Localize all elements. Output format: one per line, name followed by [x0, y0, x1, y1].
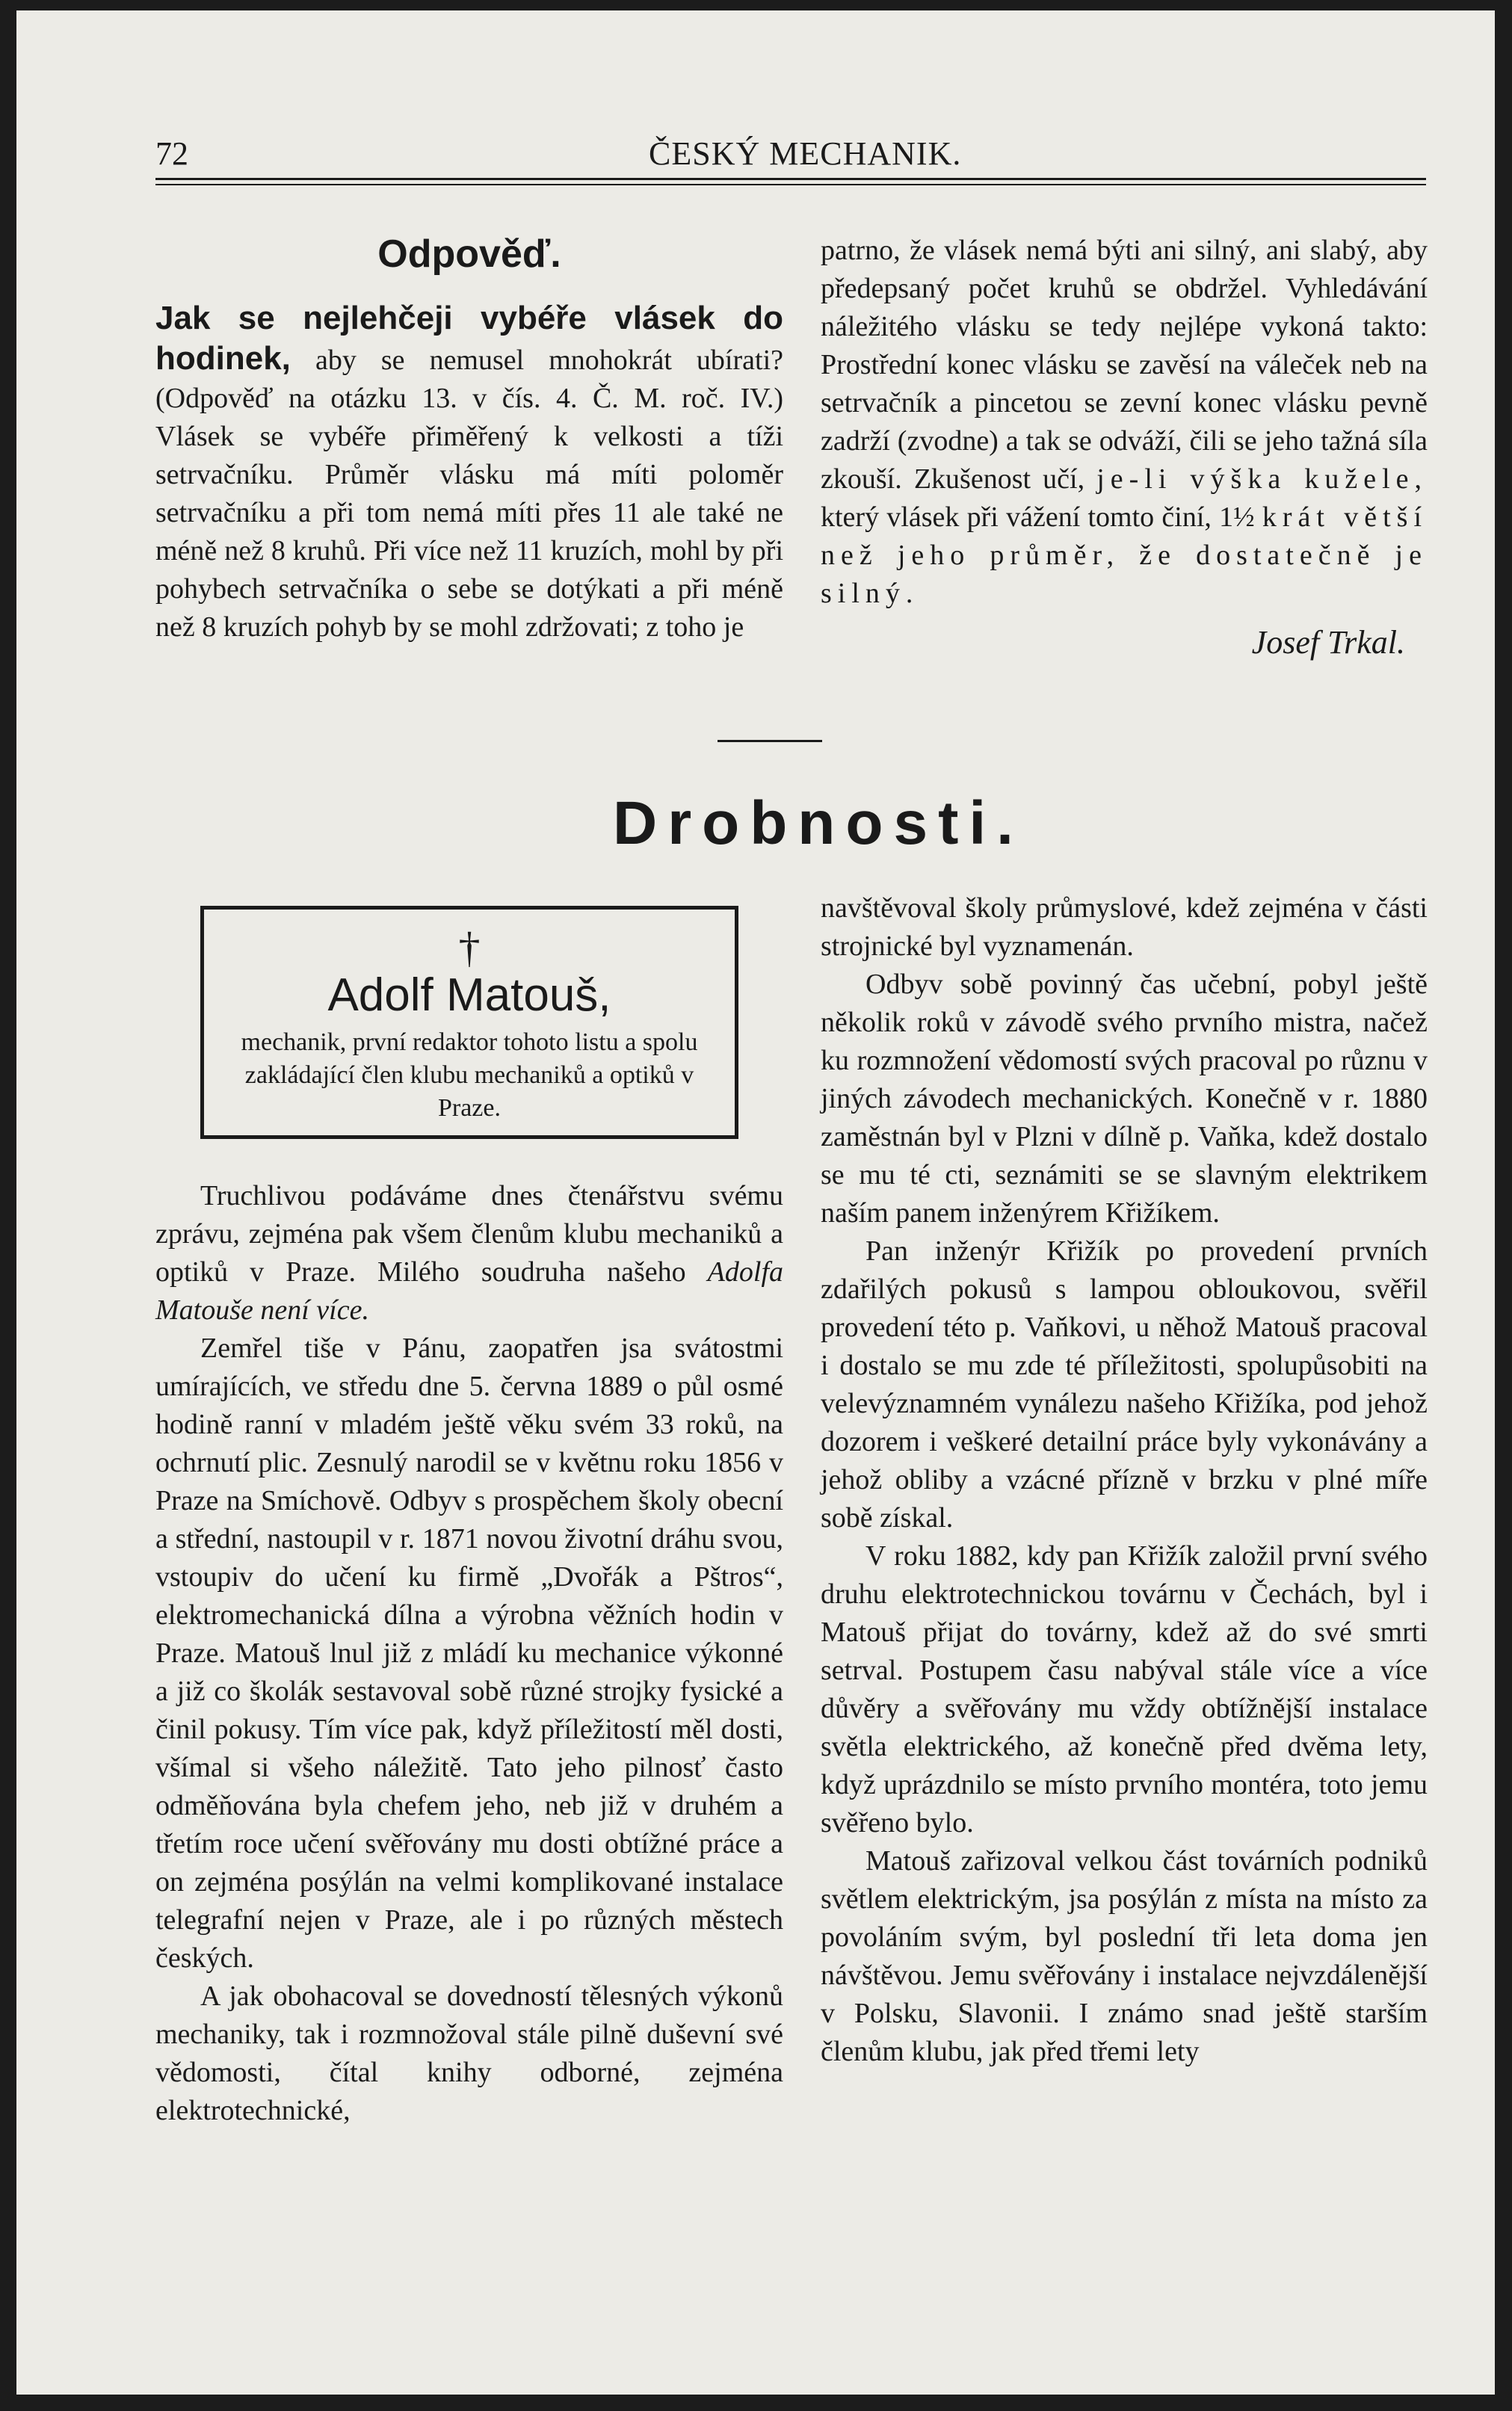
header-rule-thin	[155, 184, 1426, 185]
answer-text: aby se nemusel mnohokrát ubírati? (Odpověď na otázku 13. v čís. 4. Č. M. roč. IV.) Vlásek se vybéře přiměřený k velkosti a tíži setrvačníku. Průměr vlásku má míti poloměr setrvačníku a při tom nemá míti přes 11 ale také ne méně než 8 kruhů. Při více než 11 kruzích, mohl by při pohybech setrvačníka o sebe se dotýkati a při méně než 8 kruzích pohyb by se mohl zdržovati; z toho je	[155, 345, 783, 643]
answer-emphasis-2: krát větší než jeho průměr, že dostatečně je silný.	[821, 501, 1428, 609]
cross-icon: †	[458, 923, 481, 972]
running-title: ČESKÝ MECHANIK.	[649, 135, 962, 172]
answer-continuation	[821, 232, 1428, 613]
section-title: Drobnosti.	[613, 789, 1024, 857]
obituary-paragraph-4: navštěvoval školy průmyslové, kdež zejména v části strojnické byl vyznamenán.	[821, 892, 1428, 962]
obituary-right-column	[821, 889, 1428, 2071]
obituary-name-italic: Adolfa Matouše není více.	[155, 1256, 783, 1326]
obituary-paragraph-2: Zemřel tiše v Pánu, zaopatřen jsa svátostmi umírajících, ve středu dne 5. června 1889 o půl osmé hodině ranní v mladém ještě věku svém 33 roků, na ochrnutí plic. Zesnulý narodil se v květnu roku 1856 v Praze na Smíchově. Odbyv s prospěchem školy obecní a střední, nastoupil v r. 1871 novou životní dráhu svou, vstoupiv do učení ku firmě „Dvořák a Pštros“, elektromechanická dílna a výrobna věžních hodin v Praze. Matouš lnul již z mládí ku mechanice výkonné a již co školák sestavoval sobě různé strojky fysické a činil pokusy. Tím více pak, když příležitostí měl dosti, všímal si všeho náležitě. Tato jeho pilnosť často odměňována byla chefem jeho, neb již v druhém a třetím roce učení svěřovány mu dosti obtížné práce a on zejména posýlán na velmi komplikované instalace telegrafní nejen v Praze, ale i po různých městech českých.	[155, 1333, 783, 1974]
obituary-paragraph-5: Odbyv sobě povinný čas učební, pobyl ještě několik roků v závodě svého prvního mistra, načež ku rozmnožení vědomostí svých pracoval po různu v jiných závodech mechanických. Konečně v r. 1880 zaměstnán byl v Plzni v dílně p. Vaňka, kdež dostalo se mu té cti, seznámiti se se slavným elektrikem naším panem inženýrem Křižíkem.	[821, 969, 1428, 1229]
answer-title: Odpověď.	[377, 232, 561, 276]
section-divider	[718, 740, 822, 742]
answer-paragraph	[155, 299, 783, 646]
notice-text: mechanik, první redaktor tohoto listu a spolu zakládající člen klubu mechaniků a optiků v Praze.	[241, 1028, 698, 1122]
page-number: 72	[155, 135, 188, 172]
obituary-paragraph-6: Pan inženýr Křižík po provedení prvních zdařilých pokusů s lampou obloukovou, svěřil provedení této p. Vaňkovi, u něhož Matouš pracoval i dostalo se mu zde té příležitosti, spolupůsobiti na velevýznamném vynálezu našeho Křižíka, pod jehož dozorem i veškeré detailní práce byly vykonávány a jehož obliby a vzácné přízně v brzku v plné míře sobě získal.	[821, 1235, 1428, 1534]
answer-right-column	[821, 232, 1428, 661]
running-header	[155, 135, 1431, 179]
obituary-paragraph-7: V roku 1882, kdy pan Křižík založil první svého druhu elektrotechnickou továrnu v Čechách, byl i Matouš přijat do továrny, kdež až do své smrti setrval. Postupem času nabýval stále více a více důvěry a svěřovány mu vždy obtížnější instalace světla elektrického, až konečně před dvěma lety, když uprázdnilo se místo prvního montéra, toto jemu svěřeno bylo.	[821, 1540, 1428, 1839]
notice-name: Adolf Matouš,	[327, 969, 611, 1021]
signature: Josef Trkal.	[1251, 624, 1405, 661]
answer-left-column	[155, 299, 783, 646]
obituary-paragraph-3: A jak obohacoval se dovedností tělesných výkonů mechaniky, tak i rozmnožoval stále pilně duševní své vědomosti, čítal knihy odborné, zejména elektrotechnické,	[155, 1981, 783, 2126]
header-rule	[155, 178, 1426, 180]
obituary-paragraph-1	[155, 1177, 783, 1330]
answer-text-mid: který vlásek při vážení tomto činí, 1½	[821, 501, 1255, 533]
answer-text-continued: patrno, že vlásek nemá býti ani silný, ani slabý, aby předepsaný počet kruhů se obdržel. Vyhledávání náležitého vlásku se tedy nejlépe vykoná takto: Prostřední konec vlásku se zavěsí na váleček neb na setrvačník a pincetou se zevní konec vlásku pevně zadrží (zvodne) a tak se odváží, čili se jeho tažná síla zkouší. Zkušenost učí,	[821, 235, 1428, 495]
obituary-paragraph-8: Matouš zařizoval velkou část továrních podniků světlem elektrickým, jsa posýlán z místa na místo za povoláním svým, byl poslední tři leta doma jen návštěvou. Jemu svěřovány i instalace nejvzdálenější v Polsku, Slavonii. I známo snad ještě starším členům klubu, jak před třemi lety	[821, 1845, 1428, 2067]
obituary-notice-box	[200, 906, 738, 1139]
obituary-text: Truchlivou podáváme dnes čtenářstvu svému zprávu, zejména pak všem členům klubu mechaniků a optiků v Praze. Milého soudruha našeho	[155, 1180, 783, 1288]
answer-emphasis-1: je-li výška kužele,	[1096, 463, 1428, 495]
obituary-left-column	[155, 1177, 783, 2130]
question-heading: Jak se nejlehčeji vybéře vlásek do hodinek,	[155, 300, 783, 377]
